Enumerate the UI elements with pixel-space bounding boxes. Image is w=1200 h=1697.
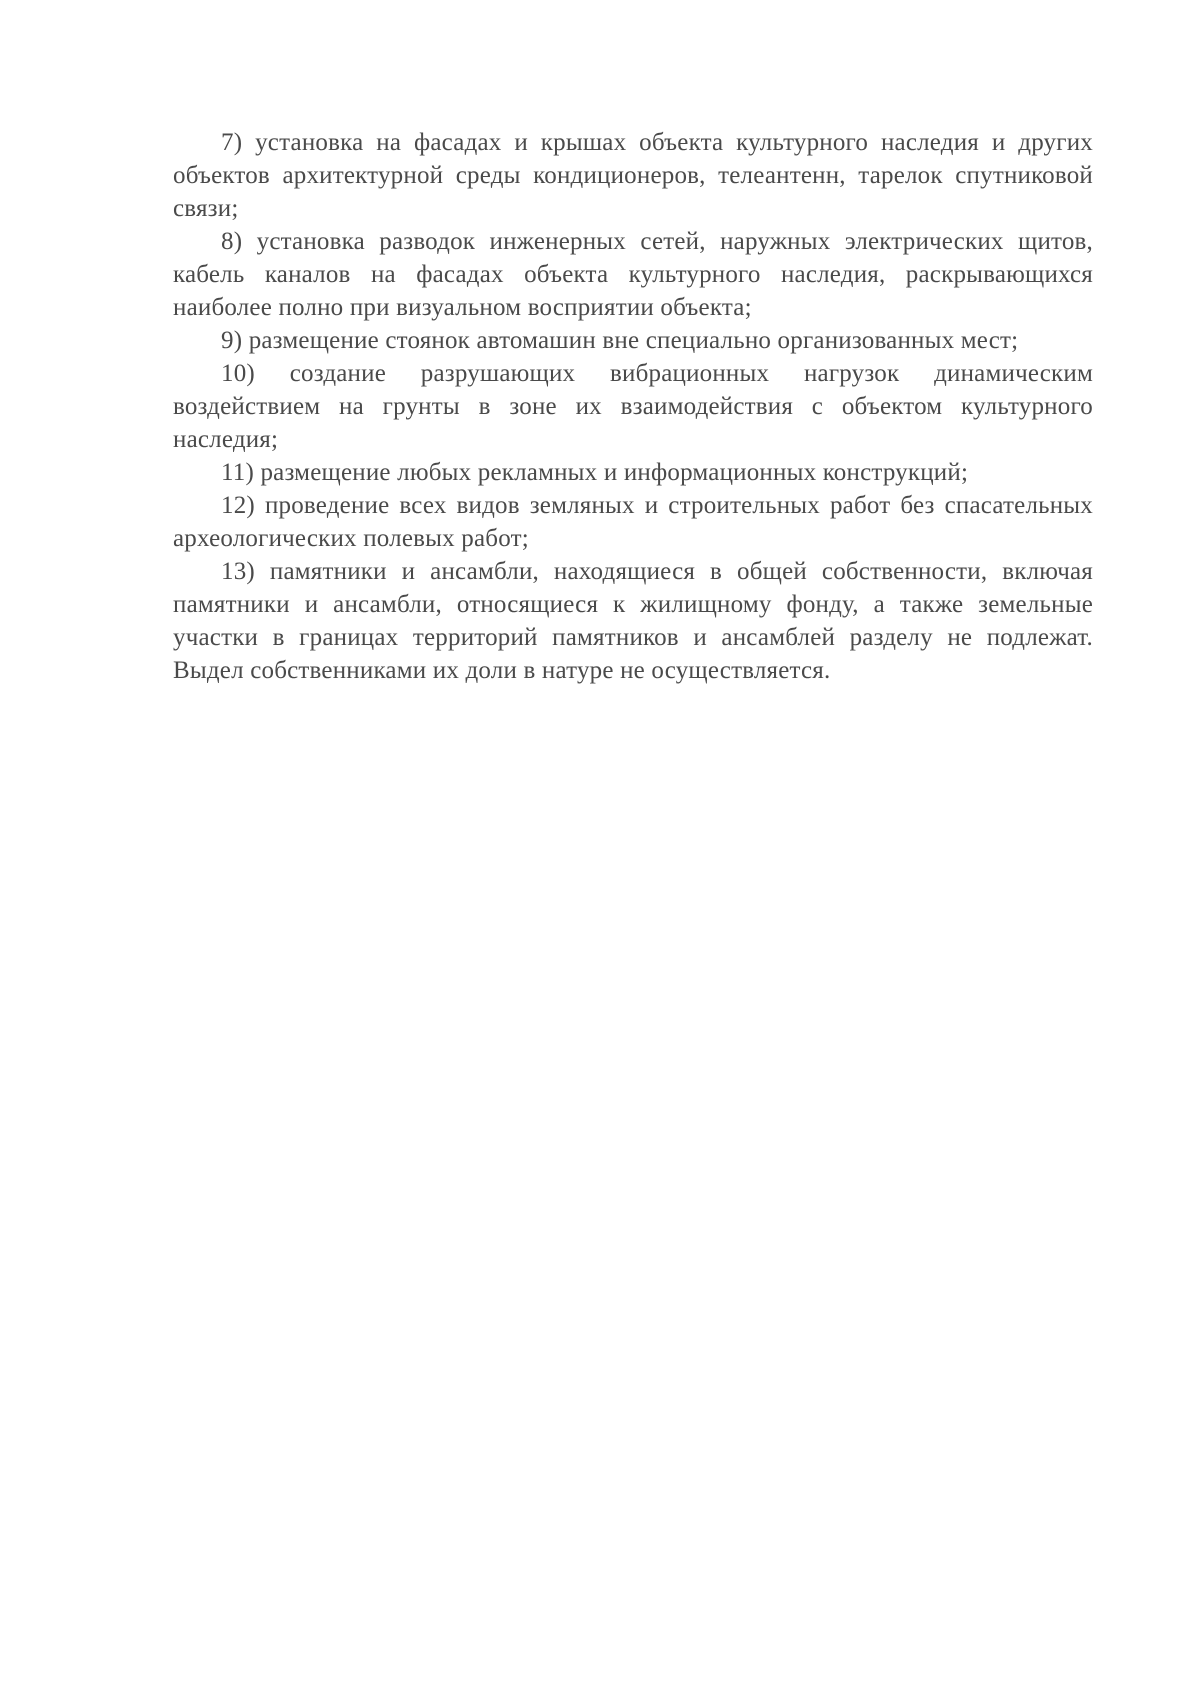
item-number: 12) <box>221 492 255 519</box>
item-text: создание разрушающих вибрационных нагрузок динамическим воздействием на грунты в зоне их взаимодействия с объектом культурного наследия; <box>173 360 1094 453</box>
restrictions-list <box>173 126 1093 687</box>
list-item-11 <box>173 456 1093 489</box>
item-number: 9) <box>221 327 243 354</box>
item-text: размещение стоянок автомашин вне специально организованных мест; <box>248 327 1019 354</box>
list-item-7 <box>173 126 1093 225</box>
item-text: установка разводок инженерных сетей, наружных электрических щитов, кабель каналов на фасадах объекта культурного наследия, раскрывающихся наиболее полно при визуальном восприятии объекта; <box>173 228 1093 321</box>
item-number: 8) <box>221 228 243 255</box>
item-number: 11) <box>221 459 254 486</box>
item-text: размещение любых рекламных и информационных конструкций; <box>260 459 969 486</box>
list-item-10 <box>173 357 1093 456</box>
item-number: 7) <box>221 129 243 156</box>
item-text: проведение всех видов земляных и строительных работ без спасательных археологических полевых работ; <box>173 492 1093 552</box>
item-text: памятники и ансамбли, находящиеся в общей собственности, включая памятники и ансамбли, относящиеся к жилищному фонду, а также земельные участки в границах территорий памятников и ансамблей разделу не подлежат. Выдел собственниками их доли в натуре не осуществляется. <box>173 558 1093 684</box>
list-item-9 <box>173 324 1093 357</box>
list-item-13 <box>173 555 1093 687</box>
list-item-8 <box>173 225 1093 324</box>
item-number: 10) <box>221 360 255 387</box>
list-item-12 <box>173 489 1093 555</box>
item-text: установка на фасадах и крышах объекта культурного наследия и других объектов архитектурной среды кондиционеров, телеантенн, тарелок спутниковой связи; <box>173 129 1093 222</box>
item-number: 13) <box>221 558 255 585</box>
